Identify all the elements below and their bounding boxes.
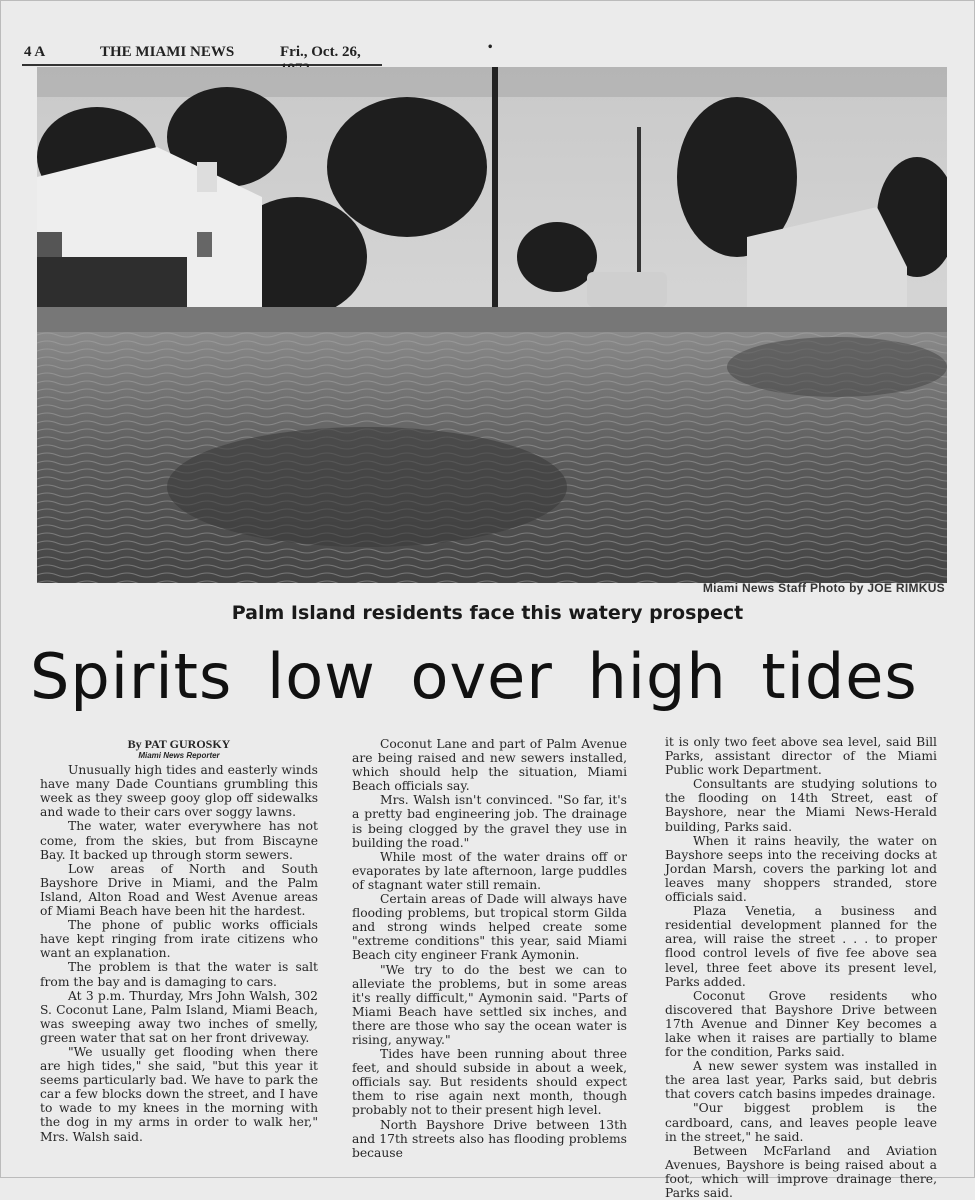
paragraph: "Our biggest problem is the cardboard, cans, and leaves people leave in the street," he said. (665, 1101, 937, 1144)
paragraph: "We try to do the best we can to alleviate the problems, but in some areas it's really difficult," Aymonin said. "Parts of Miami Beach have settled six inches, and there are those who say the ocean water is rising, anyway." (352, 962, 627, 1047)
paragraph: it is only two feet above sea level, said Bill Parks, assistant director of the Miami Public work Department. (665, 735, 937, 778)
paragraph: Unusually high tides and easterly winds have many Dade Countians grumbling this week as they sweep gooy glop off sidewalks and wade to their cars over soggy lawns. (40, 763, 318, 820)
paragraph: At 3 p.m. Thurday, Mrs John Walsh, 302 S. Coconut Lane, Palm Island, Miami Beach, was sweeping away two inches of smelly, green water that sat on her front driveway. (40, 988, 318, 1045)
article-column-3 (665, 735, 937, 1200)
paragraph: Plaza Venetia, a business and residential development planned for the area, will raise the street . . . to proper flood control levels of five fee above sea level, three feet above its present level, Parks added. (665, 904, 937, 989)
paragraph: Certain areas of Dade will always have flooding problems, but tropical storm Gilda and strong winds helped create some "extreme conditions" this year, said Miami Beach city engineer Frank Aymonin. (352, 892, 627, 963)
print-mark: • (487, 42, 494, 53)
paragraph: The phone of public works officials have kept ringing from irate citizens who want an explanation. (40, 918, 318, 961)
article-column-2 (352, 737, 627, 1160)
newspaper-name: THE MIAMI NEWS (100, 44, 235, 60)
page-number: 4 A (24, 44, 46, 60)
paragraph: Tides have been running about three feet, and should subside in about a week, officials say. But residents should expect them to rise again next month, though probably not to their present high level. (352, 1047, 627, 1118)
photo-caption: Palm Island residents face this watery prospect (231, 602, 744, 624)
paragraph: "We usually get flooding when there are high tides," she said, "but this year it seems particularly bad. We have to park the car a few blocks down the street, and I have to wade to my knees in the morning with the dog in my arms in order to walk her," Mrs. Walsh said. (40, 1044, 318, 1144)
paragraph: The water, water everywhere has not come, from the skies, but from Biscayne Bay. It backed up through storm sewers. (40, 819, 318, 862)
headline: Spirits low over high tides (30, 640, 918, 713)
byline: By PAT GUROSKY (127, 737, 231, 751)
paragraph: Low areas of North and South Bayshore Drive in Miami, and the Palm Island, Alton Road and West Avenue areas of Miami Beach have been hit the hardest. (40, 861, 318, 919)
paragraph: While most of the water drains off or evaporates by late afternoon, large puddles of stagnant water still remain. (352, 849, 627, 892)
paragraph: When it rains heavily, the water on Bayshore seeps into the receiving docks at Jordan Marsh, covers the parking lot and leaves many shoppers stranded, store officials said. (665, 833, 937, 905)
paragraph: The problem is that the water is salt from the bay and is damaging to cars. (40, 960, 318, 989)
paragraph: Mrs. Walsh isn't convinced. "So far, it's a pretty bad engineering job. The drainage is being clogged by the gravel they use in building the road." (352, 793, 627, 850)
issue-date: Fri., Oct. 26, (280, 44, 361, 60)
paragraph: Between McFarland and Aviation Avenues, Bayshore is being raised about a foot, which will improve drainage there, Parks said. (665, 1143, 937, 1200)
paragraph: Coconut Lane and part of Palm Avenue are being raised and new sewers installed, which should help the situation, Miami Beach officials say. (352, 737, 627, 794)
paragraph: A new sewer system was installed in the area last year, Parks said, but debris that covers catch basins impedes drainage. (665, 1059, 937, 1102)
article-column-1 (40, 737, 318, 1144)
page-header (22, 40, 382, 66)
paragraph: North Bayshore Drive between 13th and 17th streets also has flooding problems because (352, 1117, 627, 1160)
paragraph: Consultants are studying solutions to the flooding on 14th Street, east of Bayshore, near the Miami News-Herald building, Parks said. (665, 777, 937, 834)
photo-credit: Miami News Staff Photo by JOE RIMKUS (702, 581, 945, 595)
flood-photo (37, 67, 947, 583)
paragraph: Coconut Grove residents who discovered that Bayshore Drive between 17th Avenue and Dinner Key becomes a lake when it raises are partially to blame for the condition, Parks said. (665, 988, 937, 1060)
byline-role: Miami News Reporter (138, 751, 220, 761)
